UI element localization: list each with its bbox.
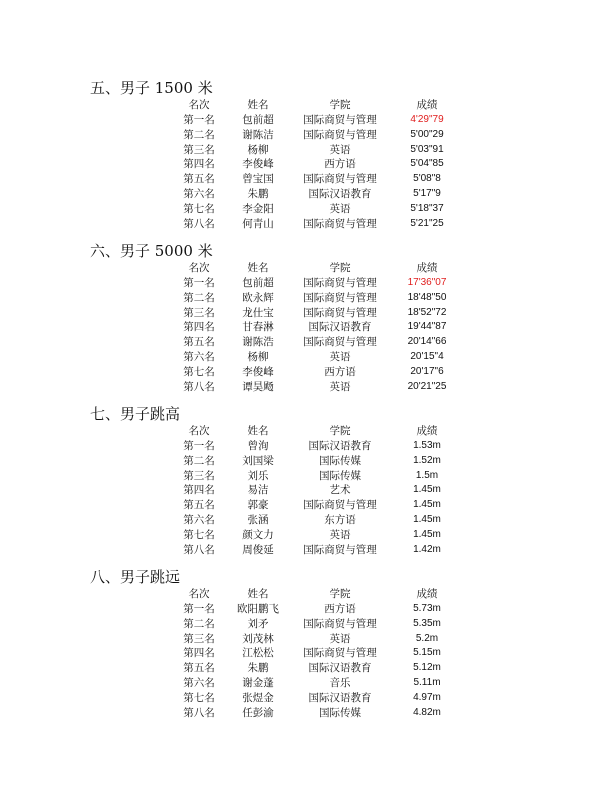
header-school: 学院	[329, 262, 351, 274]
cell-school: 英语	[329, 632, 351, 645]
table-row	[170, 706, 462, 721]
cell-score: 1.5m	[415, 469, 439, 481]
cell-score: 5.15m	[413, 647, 441, 659]
cell-school: 英语	[329, 380, 351, 393]
cell-school: 国际商贸与管理	[303, 291, 377, 304]
cell-score: 20'15"4	[410, 350, 444, 362]
table-row	[170, 691, 462, 706]
cell-school: 国际传媒	[319, 706, 361, 719]
cell-name: 龙仕宝	[242, 306, 274, 319]
table-row	[170, 306, 462, 321]
section-heading: 七、男子跳高	[90, 405, 181, 423]
cell-score: 18'48"50	[407, 291, 447, 303]
cell-school: 国际商贸与管理	[303, 128, 377, 141]
cell-score: 4.97m	[413, 691, 441, 703]
table-row	[170, 602, 462, 617]
header-school: 学院	[329, 425, 351, 437]
cell-name: 谢陈浩	[242, 336, 274, 349]
cell-rank: 第三名	[183, 143, 215, 156]
cell-rank: 第一名	[183, 277, 215, 289]
table-row	[170, 528, 462, 543]
table-row	[170, 483, 462, 498]
table-header-row	[170, 423, 462, 439]
cell-rank: 第六名	[183, 513, 215, 526]
cell-name: 谭昊飏	[242, 380, 274, 393]
cell-score: 5'21"25	[410, 217, 444, 229]
header-rank: 名次	[188, 588, 210, 600]
cell-rank: 第二名	[183, 128, 215, 141]
cell-rank: 第七名	[183, 528, 215, 541]
cell-name: 颜文力	[242, 528, 274, 541]
cell-school: 西方语	[324, 158, 356, 171]
cell-name: 刘国梁	[242, 454, 274, 467]
cell-name: 曾洵	[247, 440, 269, 452]
table-row	[170, 543, 462, 558]
cell-rank: 第六名	[183, 676, 215, 689]
section-heading: 八、男子跳远	[90, 568, 181, 586]
cell-rank: 第二名	[183, 617, 215, 630]
cell-school: 音乐	[329, 676, 351, 689]
table-row	[170, 187, 462, 202]
cell-score: 5'04"85	[410, 158, 444, 170]
table-row	[170, 276, 462, 291]
table-row	[170, 661, 462, 676]
table-row	[170, 676, 462, 691]
cell-name: 易洁	[247, 484, 269, 497]
table-row	[170, 157, 462, 172]
cell-name: 甘春淋	[242, 321, 274, 334]
cell-score: 1.45m	[413, 499, 441, 511]
section-heading: 五、男子 1500 米	[90, 79, 213, 97]
cell-score: 4.82m	[413, 706, 441, 718]
table-row	[170, 217, 462, 232]
table-row	[170, 513, 462, 528]
cell-rank: 第八名	[183, 380, 215, 393]
cell-score: 5.35m	[413, 617, 441, 629]
cell-rank: 第五名	[183, 499, 215, 512]
cell-school: 国际传媒	[319, 454, 361, 467]
table-header-row	[170, 97, 462, 113]
cell-name: 刘矛	[247, 617, 269, 630]
cell-score: 5'08"8	[413, 173, 441, 185]
cell-school: 国际汉语教育	[308, 321, 372, 334]
table-row	[170, 380, 462, 395]
table-row	[170, 350, 462, 365]
cell-score-record: 4'29"79	[410, 114, 444, 125]
cell-school: 西方语	[324, 365, 356, 378]
cell-name: 李俊峰	[242, 365, 274, 378]
cell-score: 5.11m	[413, 676, 441, 688]
cell-name: 欧阳鹏飞	[237, 603, 279, 615]
cell-school: 英语	[329, 528, 351, 541]
header-rank: 名次	[188, 425, 210, 437]
cell-school: 国际汉语教育	[308, 662, 372, 675]
cell-name: 张煜金	[242, 691, 274, 704]
header-name: 姓名	[247, 99, 269, 111]
cell-school: 国际商贸与管理	[303, 499, 377, 512]
header-score: 成绩	[416, 99, 438, 111]
cell-rank: 第三名	[183, 306, 215, 319]
table-header-row	[170, 260, 462, 276]
cell-school: 英语	[329, 143, 351, 156]
table-row	[170, 454, 462, 469]
table-row	[170, 143, 462, 158]
header-name: 姓名	[247, 425, 269, 437]
cell-score: 20'17"6	[410, 365, 444, 377]
cell-rank: 第六名	[183, 350, 215, 363]
cell-rank: 第五名	[183, 336, 215, 349]
cell-rank: 第四名	[183, 484, 215, 497]
header-school: 学院	[329, 588, 351, 600]
table-header-row	[170, 586, 462, 602]
cell-name: 周俊延	[242, 543, 274, 556]
cell-rank: 第二名	[183, 291, 215, 304]
cell-name: 江松松	[242, 647, 274, 660]
cell-score: 5'17"9	[413, 187, 441, 199]
header-school: 学院	[329, 99, 351, 111]
cell-rank: 第七名	[183, 691, 215, 704]
table-row	[170, 335, 462, 350]
cell-rank: 第四名	[183, 158, 215, 171]
cell-rank: 第三名	[183, 632, 215, 645]
cell-score: 1.53m	[413, 440, 441, 451]
cell-name: 刘乐	[247, 469, 269, 482]
table-row	[170, 439, 462, 454]
cell-name: 谢金蓬	[242, 676, 274, 689]
cell-school: 国际商贸与管理	[303, 173, 377, 186]
header-name: 姓名	[247, 262, 269, 274]
table-row	[170, 113, 462, 128]
cell-school: 英语	[329, 350, 351, 363]
cell-school: 国际商贸与管理	[303, 306, 377, 319]
cell-score: 1.52m	[413, 454, 441, 466]
cell-name: 包前超	[242, 114, 274, 126]
cell-school: 国际商贸与管理	[303, 543, 377, 556]
cell-score: 20'14"66	[407, 336, 447, 348]
table-row	[170, 646, 462, 661]
cell-school: 国际商贸与管理	[303, 217, 377, 230]
cell-school: 国际商贸与管理	[303, 336, 377, 349]
cell-school: 国际商贸与管理	[303, 647, 377, 660]
cell-school: 国际汉语教育	[308, 691, 372, 704]
cell-school: 国际汉语教育	[308, 187, 372, 200]
cell-rank: 第四名	[183, 321, 215, 334]
table-row	[170, 498, 462, 513]
table-row	[170, 320, 462, 335]
cell-rank: 第一名	[183, 440, 215, 452]
cell-rank: 第一名	[183, 603, 215, 615]
cell-score: 1.45m	[413, 484, 441, 496]
cell-name: 曾宝国	[242, 173, 274, 186]
cell-rank: 第四名	[183, 647, 215, 660]
cell-school: 东方语	[324, 513, 356, 526]
cell-name: 何青山	[242, 217, 274, 230]
cell-score-record: 17'36"07	[407, 277, 447, 288]
header-rank: 名次	[188, 99, 210, 111]
table-row	[170, 291, 462, 306]
cell-school: 国际汉语教育	[308, 440, 372, 452]
table-row	[170, 128, 462, 143]
cell-rank: 第五名	[183, 662, 215, 675]
cell-score: 1.45m	[413, 528, 441, 540]
cell-school: 国际传媒	[319, 469, 361, 482]
cell-rank: 第八名	[183, 217, 215, 230]
cell-rank: 第六名	[183, 187, 215, 200]
cell-name: 李俊峰	[242, 158, 274, 171]
cell-name: 朱鹏	[247, 187, 269, 200]
cell-name: 李金阳	[242, 202, 274, 215]
header-score: 成绩	[416, 262, 438, 274]
cell-name: 欧永辉	[242, 291, 274, 304]
cell-name: 张涵	[247, 513, 269, 526]
cell-score: 18'52"72	[407, 306, 447, 318]
cell-rank: 第一名	[183, 114, 215, 126]
results-table	[170, 423, 462, 557]
results-table	[170, 586, 462, 720]
cell-rank: 第二名	[183, 454, 215, 467]
header-score: 成绩	[416, 588, 438, 600]
cell-rank: 第五名	[183, 173, 215, 186]
cell-rank: 第七名	[183, 365, 215, 378]
table-row	[170, 469, 462, 484]
cell-score: 5.12m	[413, 662, 441, 674]
header-rank: 名次	[188, 262, 210, 274]
cell-name: 郭豪	[247, 499, 269, 512]
table-row	[170, 632, 462, 647]
results-table	[170, 97, 462, 231]
cell-score: 5.73m	[413, 603, 441, 614]
results-table	[170, 260, 462, 394]
cell-rank: 第八名	[183, 543, 215, 556]
cell-score: 5'00"29	[410, 128, 444, 140]
cell-score: 19'44"87	[407, 321, 447, 333]
table-row	[170, 617, 462, 632]
cell-school: 西方语	[324, 603, 356, 615]
cell-name: 杨柳	[247, 350, 269, 363]
cell-name: 任彭渝	[242, 706, 274, 719]
cell-school: 国际商贸与管理	[303, 617, 377, 630]
table-row	[170, 202, 462, 217]
cell-school: 艺术	[329, 484, 351, 497]
cell-score: 20'21"25	[407, 380, 447, 392]
table-row	[170, 365, 462, 380]
cell-name: 谢陈洁	[242, 128, 274, 141]
header-score: 成绩	[416, 425, 438, 437]
cell-school: 英语	[329, 202, 351, 215]
cell-rank: 第七名	[183, 202, 215, 215]
cell-name: 包前超	[242, 277, 274, 289]
header-name: 姓名	[247, 588, 269, 600]
cell-score: 5'03"91	[410, 143, 444, 155]
cell-rank: 第八名	[183, 706, 215, 719]
cell-score: 5.2m	[415, 632, 439, 644]
cell-rank: 第三名	[183, 469, 215, 482]
cell-name: 杨柳	[247, 143, 269, 156]
section-heading: 六、男子 5000 米	[90, 242, 213, 260]
cell-school: 国际商贸与管理	[303, 277, 377, 289]
cell-name: 朱鹏	[247, 662, 269, 675]
cell-score: 1.42m	[413, 543, 441, 555]
cell-school: 国际商贸与管理	[303, 114, 377, 126]
cell-score: 5'18"37	[410, 202, 444, 214]
cell-name: 刘茂林	[242, 632, 274, 645]
table-row	[170, 172, 462, 187]
cell-score: 1.45m	[413, 513, 441, 525]
